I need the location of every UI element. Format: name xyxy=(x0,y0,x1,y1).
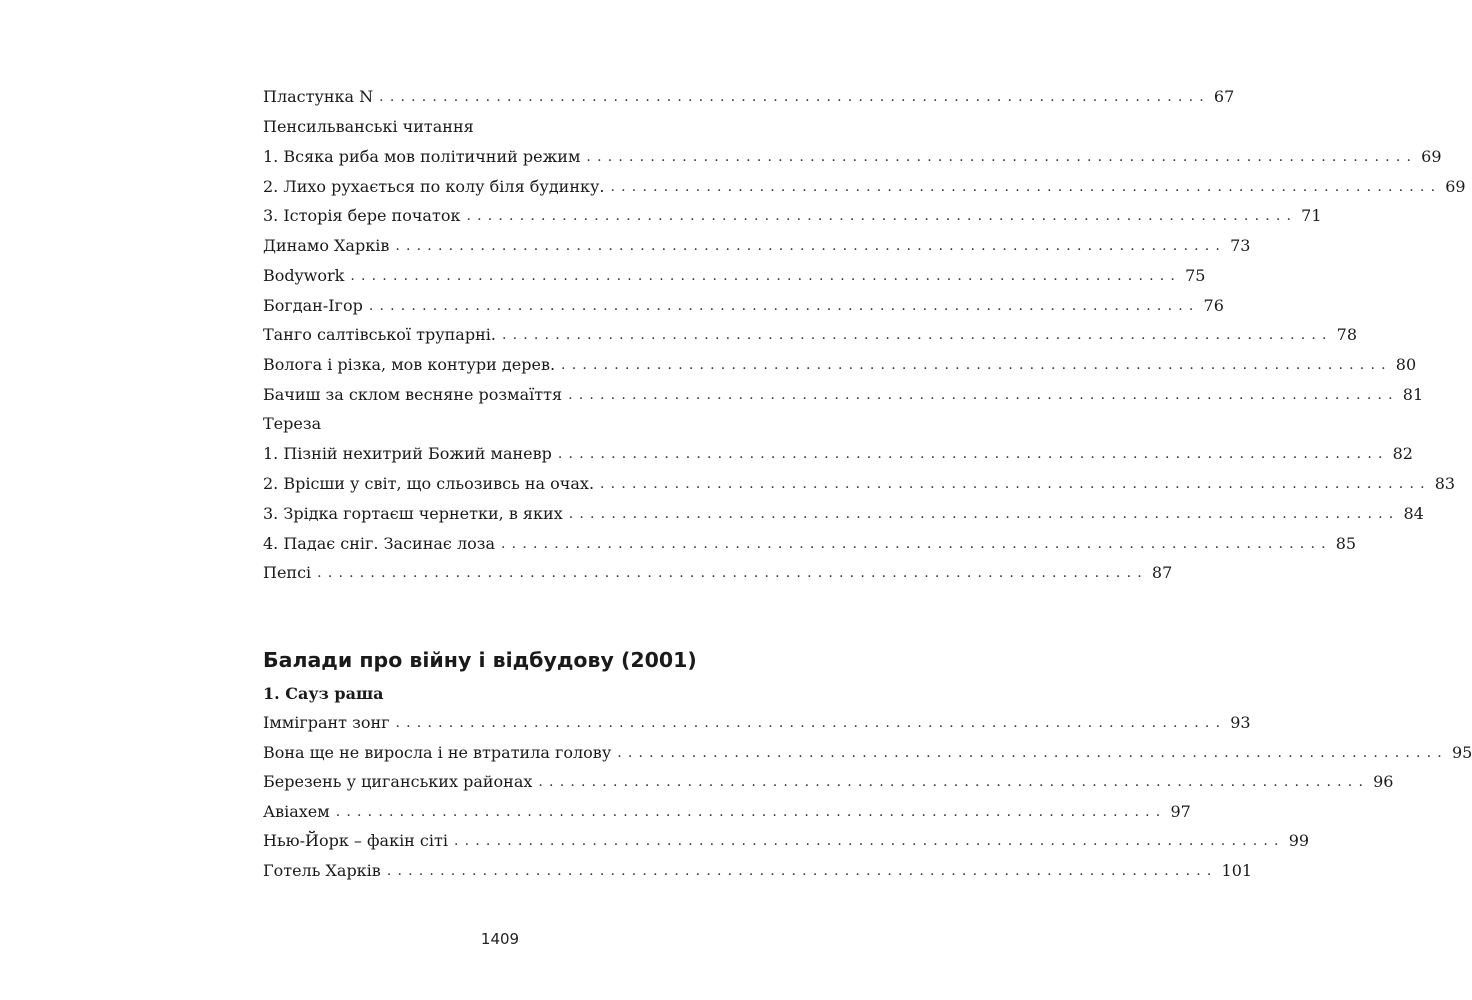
toc-leader: .............................................................................. xyxy=(453,833,1285,849)
toc-entry-title: Вона ще не виросла і не втратила голову xyxy=(263,743,612,762)
toc-entry-title: Богдан-Ігор xyxy=(263,296,363,315)
toc-entry-title: 3. Історія бере початок xyxy=(263,206,461,225)
toc-entry-title: 3. Зрідка гортаєш чернетки, в яких xyxy=(263,504,563,523)
toc-leader: .............................................................................. xyxy=(395,715,1227,731)
toc-group-title xyxy=(263,409,733,439)
toc-entry xyxy=(263,350,1417,380)
toc-entry-title: Нью-Йорк – факін сіті xyxy=(263,831,448,850)
page-number: 1409 xyxy=(480,930,520,948)
toc-leader: .............................................................................. xyxy=(466,208,1298,224)
toc-entry xyxy=(263,767,1394,797)
toc-entry xyxy=(263,261,1206,291)
section-heading: Балади про війну і відбудову (2001) xyxy=(263,648,697,672)
toc-leader: .............................................................................. xyxy=(386,863,1218,879)
toc-leader: .............................................................................. xyxy=(350,268,1182,284)
toc-entry xyxy=(263,469,1456,499)
toc-entry-title: Bodywork xyxy=(263,266,345,285)
toc-leader: .............................................................................. xyxy=(568,506,1400,522)
toc-leader: .............................................................................. xyxy=(501,536,1332,552)
toc-leader: .............................................................................. xyxy=(600,476,1431,492)
toc-entry-title: Авіахем xyxy=(263,802,330,821)
toc-entry-page: 69 xyxy=(1421,147,1442,166)
toc-leader: .............................................................................. xyxy=(379,89,1210,105)
toc-entry xyxy=(263,826,1310,856)
toc-entry-title: Бачиш за склом весняне розмаїття xyxy=(263,385,563,404)
toc-leader: .............................................................................. xyxy=(317,565,1148,581)
toc-entry-title: 2. Врісши у світ, що сльозивсь на очах. xyxy=(263,474,595,493)
toc-entry-page: 99 xyxy=(1288,831,1310,850)
toc-entry-page: 83 xyxy=(1434,474,1456,493)
toc-leader: .............................................................................. xyxy=(610,179,1442,195)
toc-entry xyxy=(263,856,1253,886)
toc-leader: .............................................................................. xyxy=(557,446,1389,462)
toc-entry-title: Березень у циганських районах xyxy=(263,772,533,791)
toc-entry-title: 2. Лихо рухається по колу біля будинку. xyxy=(263,177,605,196)
toc-entry-page: 85 xyxy=(1335,534,1357,553)
toc-leader: .............................................................................. xyxy=(335,804,1167,820)
toc-entry-title: 1. Всяка риба мов політичний режим xyxy=(263,147,581,166)
toc-entry xyxy=(263,82,1235,112)
toc-entry-title: Волога і різка, мов контури дерев. xyxy=(263,355,556,374)
toc-entry-page: 84 xyxy=(1403,504,1424,523)
toc-entry-page: 93 xyxy=(1230,713,1251,732)
section-subheading: 1. Сауз раша xyxy=(263,684,384,703)
toc-leader: .............................................................................. xyxy=(617,745,1448,761)
toc-entry-page: 73 xyxy=(1230,236,1251,255)
toc-entry-title: Пенсильванські читання xyxy=(263,117,474,136)
toc-entry-page: 80 xyxy=(1395,355,1417,374)
toc-entry-page: 67 xyxy=(1213,87,1235,106)
toc-entry-title: 4. Падає сніг. Засинає лоза xyxy=(263,534,496,553)
toc-group-title xyxy=(263,112,733,142)
toc-leader: .............................................................................. xyxy=(538,774,1370,790)
toc-entry-title: Пластунка N xyxy=(263,87,374,106)
toc-entry-page: 75 xyxy=(1185,266,1206,285)
toc-entry xyxy=(263,380,1424,410)
toc-entry-title: Динамо Харків xyxy=(263,236,390,255)
toc-entry-page: 71 xyxy=(1301,206,1322,225)
toc-leader: .............................................................................. xyxy=(561,357,1392,373)
toc-entry xyxy=(263,797,1191,827)
toc-entry-page: 101 xyxy=(1221,861,1253,880)
toc-entry xyxy=(263,231,1251,261)
toc-entry xyxy=(263,320,1358,350)
toc-entry-page: 95 xyxy=(1451,743,1472,762)
toc-entry xyxy=(263,558,1173,588)
toc-leader: .............................................................................. xyxy=(586,149,1418,165)
toc-entry-page: 81 xyxy=(1402,385,1424,404)
toc-entry-title: 1. Пізній нехитрий Божий маневр xyxy=(263,444,552,463)
toc-entry-title: Готель Харків xyxy=(263,861,381,880)
toc-entry-page: 76 xyxy=(1203,296,1224,315)
toc-entry xyxy=(263,708,1251,738)
toc-entry-title: Пепсі xyxy=(263,563,312,582)
toc-entry xyxy=(263,201,1322,231)
toc-entry-title: Іммігрант зонг xyxy=(263,713,390,732)
toc-entry-page: 82 xyxy=(1392,444,1413,463)
toc-entry-page: 69 xyxy=(1445,177,1466,196)
toc-leader: .............................................................................. xyxy=(501,327,1333,343)
toc-leader: .............................................................................. xyxy=(568,387,1399,403)
toc-entry xyxy=(263,529,1357,559)
toc-entry-page: 78 xyxy=(1336,325,1358,344)
toc-entry xyxy=(263,142,1442,172)
toc-entry-page: 96 xyxy=(1373,772,1394,791)
toc-entry-title: Танго салтівської трупарні. xyxy=(263,325,496,344)
toc-entry-page: 87 xyxy=(1151,563,1173,582)
toc-entry xyxy=(263,738,1472,768)
toc-leader: .............................................................................. xyxy=(395,238,1227,254)
toc-entry xyxy=(263,172,1466,202)
toc-leader: .............................................................................. xyxy=(368,298,1200,314)
toc-entry xyxy=(263,439,1413,469)
toc-entry xyxy=(263,499,1424,529)
toc-entry xyxy=(263,291,1224,321)
toc-entry-page: 97 xyxy=(1170,802,1191,821)
toc-entry-title: Тереза xyxy=(263,414,322,433)
